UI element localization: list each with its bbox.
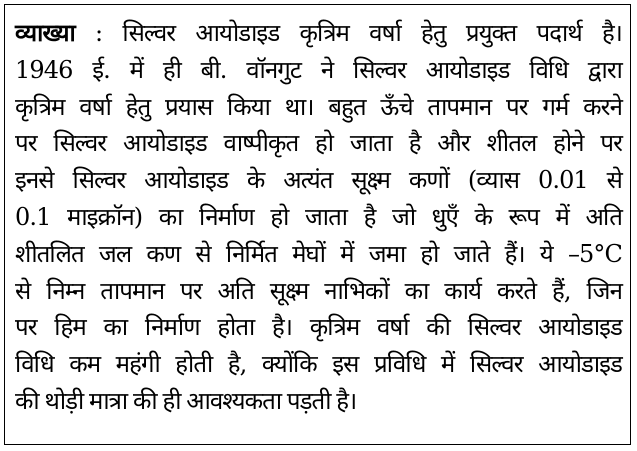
text-line-10: विधि कम महंगी होती है, क्योंकि इस प्रविधि में सिल्वर आयोडाइड bbox=[15, 350, 622, 379]
text-line-9: पर हिम का निर्माण होता है। कृत्रिम वर्षा की सिल्वर आयोडाइड bbox=[15, 313, 622, 342]
explanation-paragraph bbox=[15, 15, 622, 420]
text-line-8: से निम्न तापमान पर अति सूक्ष्म नाभिकों का कार्य करते हैं, जिन bbox=[15, 276, 622, 305]
text-line-1 bbox=[15, 15, 622, 52]
text-line-2: 1946 ई. में ही बी. वॉनगुट ने सिल्वर आयोडाइड विधि द्वारा bbox=[15, 55, 622, 84]
text-line-1-body: : सिल्वर आयोडाइड कृत्रिम वर्षा हेतु प्रयुक्त पदार्थ है। bbox=[74, 19, 622, 47]
text-line-6: 0.1 माइक्रॉन) का निर्माण हो जाता है जो धुएँ के रूप में अति bbox=[15, 202, 622, 231]
text-line-5: इनसे सिल्वर आयोडाइड के अत्यंत सूक्ष्म कणों (व्यास 0.01 से bbox=[15, 166, 622, 195]
explanation-keyword: व्याख्या bbox=[15, 18, 75, 47]
text-line-3: कृत्रिम वर्षा हेतु प्रयास किया था। बहुत ऊँचे तापमान पर गर्म करने bbox=[15, 92, 622, 121]
explanation-box bbox=[4, 4, 631, 445]
text-line-11: की थोड़ी मात्रा की ही आवश्यकता पड़ती है। bbox=[15, 386, 357, 415]
text-line-7: शीतलित जल कण से निर्मित मेघों में जमा हो जाते हैं। ये –5°C bbox=[15, 239, 622, 268]
text-line-4: पर सिल्वर आयोडाइड वाष्पीकृत हो जाता है और शीतल होने पर bbox=[15, 129, 622, 158]
